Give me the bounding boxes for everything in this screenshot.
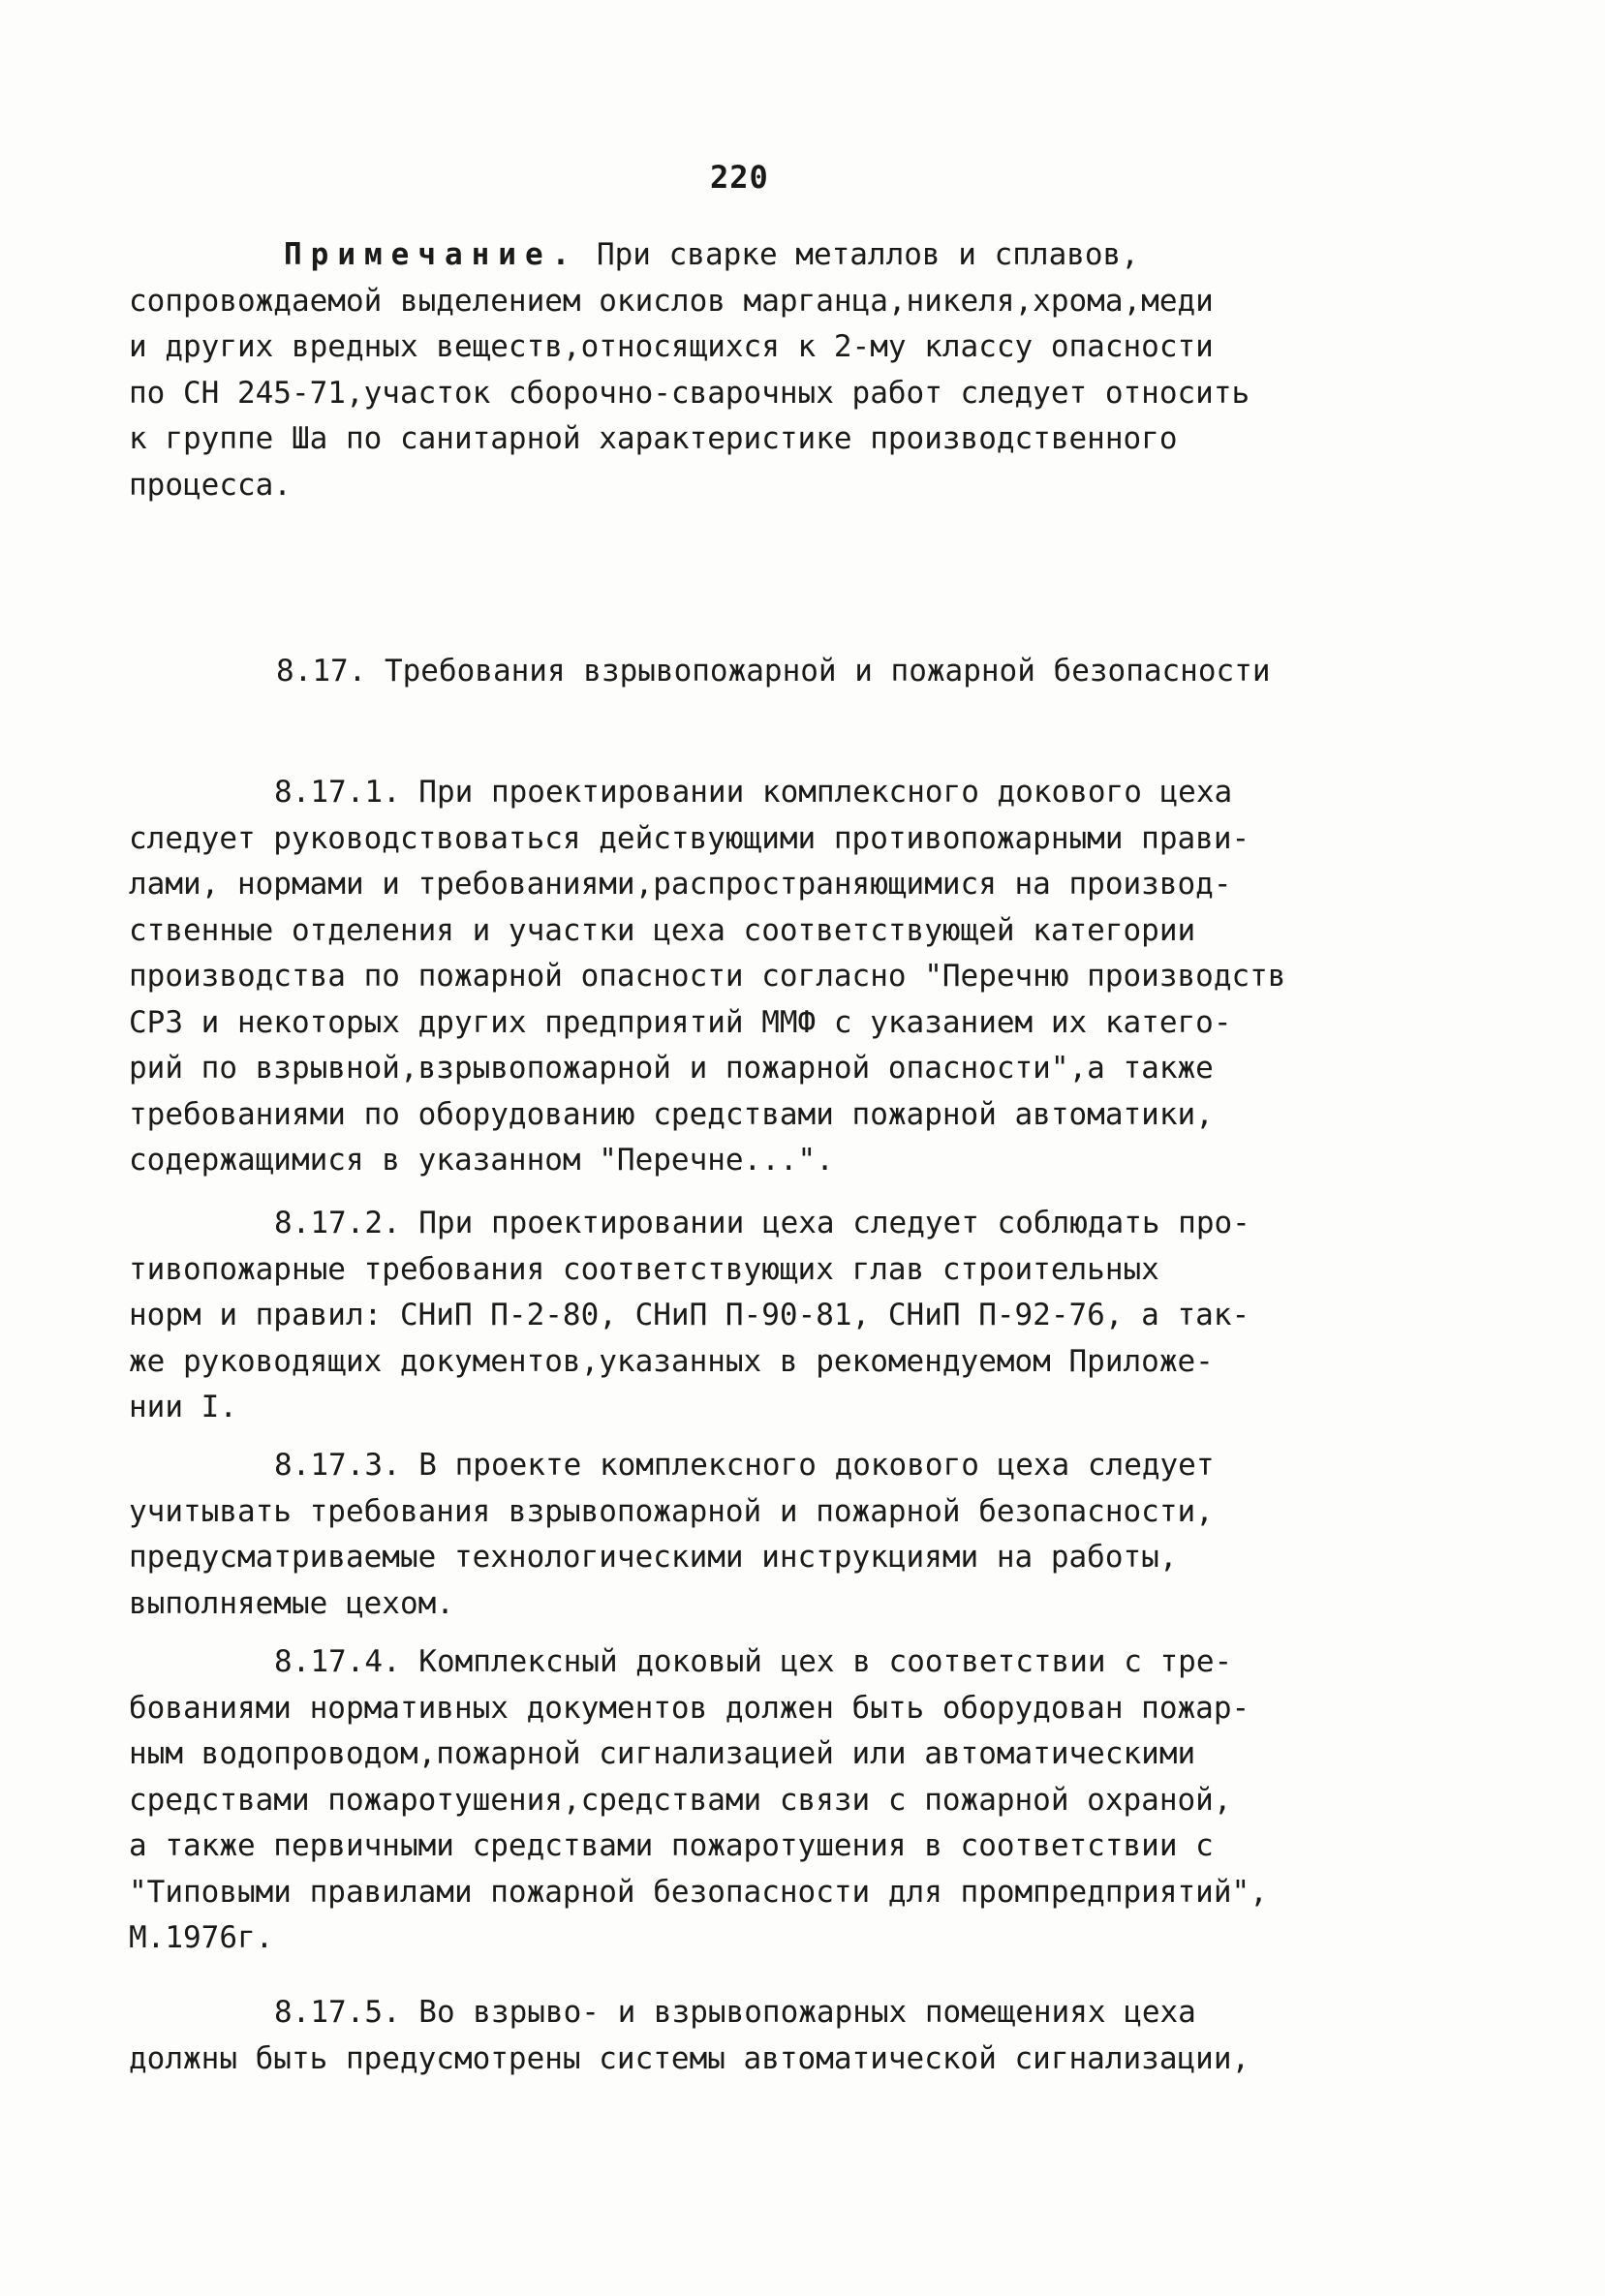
note-line: к группе Ша по санитарной характеристике производственного — [129, 421, 1178, 456]
paragraph-line: бованиями нормативных документов должен быть оборудован пожар- — [129, 1690, 1250, 1726]
note-line: по СН 245-71,участок сборочно-сварочных работ следует относить — [129, 375, 1250, 411]
paragraph-line: а также первичными средствами пожаротушения в соответствии с — [129, 1828, 1214, 1863]
paragraph-line: выполняемые цехом. — [129, 1585, 454, 1621]
paragraph-8-17-4 — [129, 1639, 1340, 1962]
paragraph-line: ным водопроводом,пожарной сигнализацией или автоматическими — [129, 1736, 1196, 1771]
paragraph-line: производства по пожарной опасности согласно "Перечню производств — [129, 959, 1286, 994]
paragraph-line: предусматриваемые технологическими инструкциями на работы, — [129, 1540, 1178, 1575]
paragraph-line: должны быть предусмотрены системы автоматической сигнализации, — [129, 2040, 1250, 2076]
paragraph-line: 8.17.1. При проектировании комплексного докового цеха — [274, 775, 1233, 810]
note-line: и других вредных веществ,относящихся к 2-му классу опасности — [129, 329, 1214, 364]
paragraph-line: следует руководствоваться действующими противопожарными прави- — [129, 820, 1250, 856]
note-line: процесса. — [129, 467, 292, 503]
paragraph-line: "Типовыми правилами пожарной безопасности для промпредприятий", — [129, 1874, 1268, 1910]
paragraph-8-17-2 — [129, 1201, 1340, 1431]
paragraph-line: 8.17.2. При проектировании цеха следует соблюдать про- — [274, 1206, 1250, 1240]
note-line: сопровождаемой выделением окислов марганца,никеля,хрома,меди — [129, 283, 1214, 319]
paragraph-line: лами, нормами и требованиями,распространяющимися на производ- — [129, 867, 1232, 902]
paragraph-line: нии I. — [129, 1390, 237, 1424]
paragraph-line: тивопожарные требования соответствующих глав строительных — [129, 1251, 1159, 1287]
paragraph-line: содержащимися в указанном "Перечне...". — [129, 1143, 834, 1178]
note-label: Примечание. — [284, 237, 579, 272]
paragraph-line: 8.17.4. Комплексный доковый цех в соответствии с тре- — [274, 1644, 1233, 1679]
paragraph-line: требованиями по оборудованию средствами пожарной автоматики, — [129, 1096, 1214, 1132]
note-first-line — [129, 232, 1311, 279]
paragraph-line: М.1976г. — [129, 1920, 274, 1955]
section-heading: 8.17. Требования взрывопожарной и пожарной безопасности — [276, 654, 1271, 689]
paragraph-line: рий по взрывной,взрывопожарной и пожарной опасности",а также — [129, 1051, 1214, 1086]
paragraph-line: ственные отделения и участки цеха соответствующей категории — [129, 912, 1196, 948]
paragraph-line: 8.17.5. Во взрыво- и взрывопожарных помещениях цеха — [274, 1995, 1196, 2030]
paragraph-line: же руководящих документов,указанных в рекомендуемом Приложе- — [129, 1343, 1214, 1379]
paragraph-8-17-3 — [129, 1443, 1340, 1627]
paragraph-line: учитывать требования взрывопожарной и пожарной безопасности, — [129, 1493, 1214, 1529]
paragraph-line: 8.17.3. В проекте комплексного докового цеха следует — [274, 1448, 1215, 1483]
note-line: При сварке металлов и сплавов, — [578, 237, 1139, 272]
paragraph-line: норм и правил: СНиП П-2-80, СНиП П-90-81, СНиП П-92-76, а так- — [129, 1298, 1250, 1332]
paragraph-line: средствами пожаротушения,средствами связи с пожарной охраной, — [129, 1782, 1232, 1818]
page-number: 220 — [710, 159, 769, 196]
paragraph-8-17-1 — [129, 770, 1340, 1184]
paragraph-8-17-5 — [129, 1990, 1340, 2082]
note-block — [129, 232, 1311, 508]
paragraph-line: СРЗ и некоторых других предприятий ММФ с указанием их катего- — [129, 1004, 1232, 1040]
